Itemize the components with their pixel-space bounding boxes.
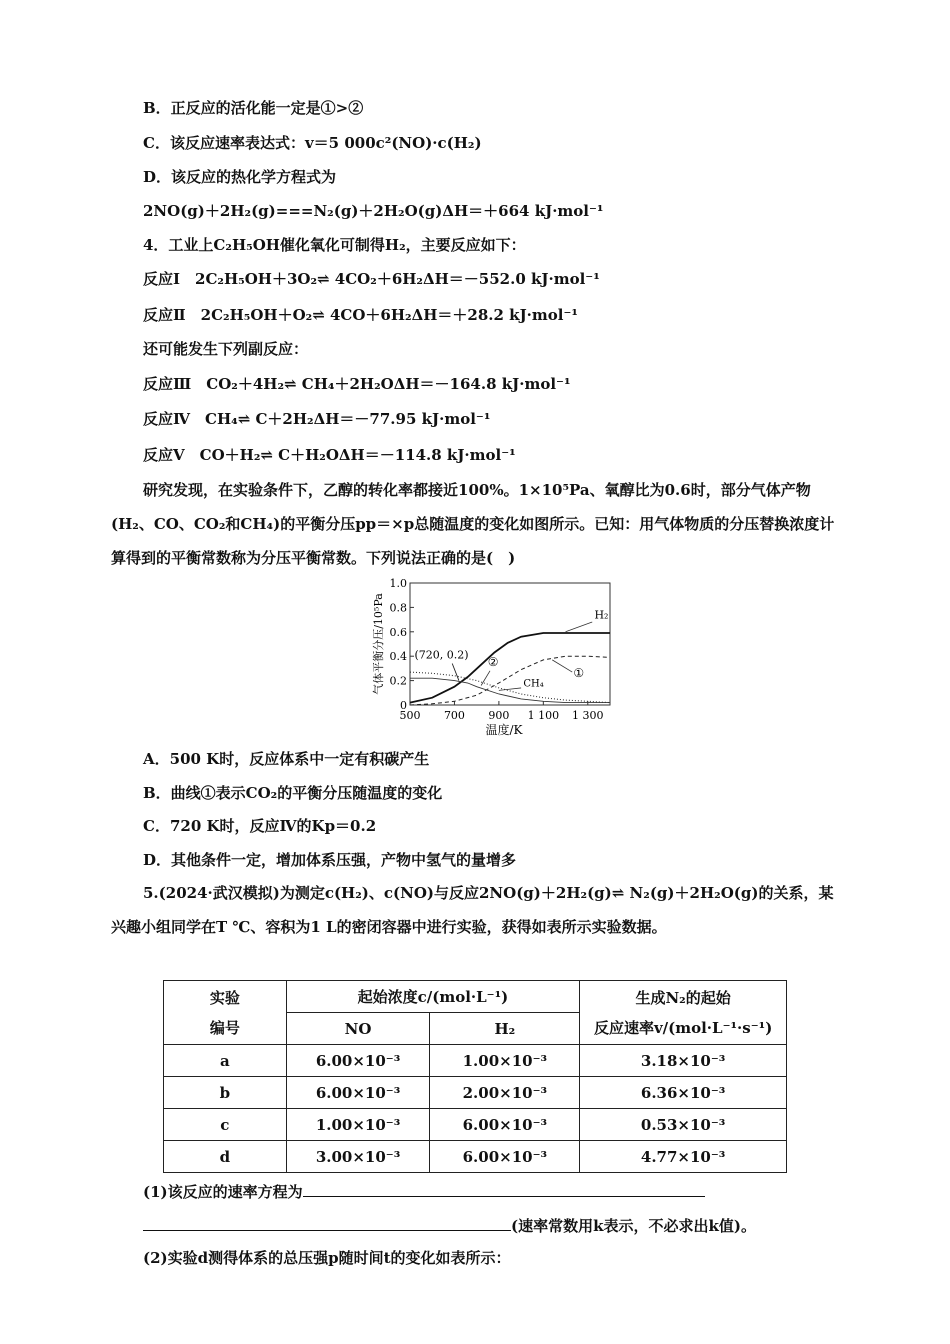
reaction-2: 反应Ⅱ 2C₂H₅OH＋O₂⇌ 4CO＋6H₂ΔH＝＋28.2 kJ·mol⁻¹ (143, 306, 578, 324)
x-tick-label: 900 (488, 709, 510, 722)
cell-h2: 6.00×10⁻³ (430, 1109, 580, 1141)
table-row (164, 1077, 787, 1109)
cell-h2: 1.00×10⁻³ (430, 1045, 580, 1077)
question-4: 4．工业上C₂H₅OH催化氧化可制得H₂，主要反应如下： (143, 236, 526, 254)
option-d-prev: D．该反应的热化学方程式为 (143, 168, 337, 186)
header-exp-line2: 编号 (209, 1018, 240, 1037)
series-label-1: ① (573, 665, 585, 680)
partial-pressure-chart (370, 578, 620, 740)
cell-no: 6.00×10⁻³ (286, 1045, 430, 1077)
header-rate-line2: 反应速率v/(mol·L⁻¹·s⁻¹) (593, 1018, 773, 1037)
reaction-3: 反应Ⅲ CO₂＋4H₂⇌ CH₄＋2H₂OΔH＝－164.8 kJ·mol⁻¹ (143, 375, 571, 393)
leader-line (481, 671, 490, 686)
cell-rate: 4.77×10⁻³ (580, 1141, 787, 1173)
y-tick-label: 0.8 (389, 601, 407, 615)
research-paragraph: 研究发现，在实验条件下，乙醇的转化率都接近100%。1×10⁵Pa、氧醇比为0.6时，部分气体产物(H₂、CO、CO₂和CH₄)的平衡分压pp＝×p总随温度的变化如图所示。已知：用气体物质的分压替换浓度计算得到的平衡常数称为分压平衡常数。下列说法正确的是( ) (111, 481, 835, 567)
header-rate-line1: 生成N₂的起始 (635, 988, 731, 1007)
series-label-h2: H₂ (594, 608, 609, 622)
x-tick-label: 700 (443, 709, 465, 722)
y-axis-label: 气体平衡分压/10⁵Pa (372, 593, 385, 695)
cell-h2: 2.00×10⁻³ (430, 1077, 580, 1109)
answer-blank-1[interactable] (303, 1180, 705, 1197)
header-exp (164, 981, 287, 1045)
chart-svg (370, 578, 620, 740)
plot-frame (410, 583, 610, 705)
table-row (164, 1109, 787, 1141)
cell-no: 1.00×10⁻³ (286, 1109, 430, 1141)
option-b-prev: B．正反应的活化能一定是①>② (143, 99, 364, 117)
row-id: a (164, 1045, 287, 1077)
sub1-note: (速率常数用k表示，不必求出k值)。 (511, 1217, 756, 1235)
leader-line (566, 622, 593, 632)
option-c: C．720 K时，反应Ⅳ的Kp＝0.2 (143, 817, 377, 835)
y-tick-label: 0.6 (389, 625, 407, 639)
cell-h2: 6.00×10⁻³ (430, 1141, 580, 1173)
experiment-table (163, 980, 787, 1173)
y-tick-label: 0.4 (389, 650, 407, 664)
series-label-2: ② (487, 654, 499, 669)
sub1-text: (1)该反应的速率方程为 (143, 1183, 303, 1201)
row-id: d (164, 1141, 287, 1173)
option-a: A．500 K时，反应体系中一定有积碳产生 (143, 750, 430, 768)
series-label-ch4: CH₄ (523, 678, 544, 690)
x-axis-label: 温度/K (485, 723, 523, 737)
y-tick-label: 0.2 (389, 674, 407, 688)
series-line (410, 656, 610, 705)
x-tick-label: 1 300 (572, 709, 604, 722)
answer-blank-2[interactable] (143, 1214, 511, 1231)
x-tick-label: 1 100 (527, 709, 560, 722)
cell-rate: 6.36×10⁻³ (580, 1077, 787, 1109)
table-row (164, 1141, 787, 1173)
cell-rate: 0.53×10⁻³ (580, 1109, 787, 1141)
header-rate (580, 981, 787, 1045)
reaction-5: 反应Ⅴ CO＋H₂⇌ C＋H₂OΔH＝－114.8 kJ·mol⁻¹ (143, 446, 516, 464)
side-reactions-label: 还可能发生下列副反应： (143, 340, 309, 358)
header-no: NO (286, 1013, 430, 1045)
row-id: c (164, 1109, 287, 1141)
reaction-1: 反应Ⅰ 2C₂H₅OH＋3O₂⇌ 4CO₂＋6H₂ΔH＝－552.0 kJ·mol⁻¹ (143, 270, 600, 288)
option-c-prev: C．该反应速率表达式：v＝5 000c²(NO)·c(H₂) (143, 134, 482, 152)
option-b: B．曲线①表示CO₂的平衡分压随温度的变化 (143, 784, 443, 802)
cell-no: 3.00×10⁻³ (286, 1141, 430, 1173)
cell-rate: 3.18×10⁻³ (580, 1045, 787, 1077)
annotation-label: (720, 0.2) (414, 648, 469, 662)
equation-line: 2NO(g)＋2H₂(g)===N₂(g)＋2H₂O(g)ΔH＝＋664 kJ·mol⁻¹ (143, 202, 604, 220)
sub-question-1-cont (143, 1214, 756, 1236)
sub-question-1 (143, 1180, 705, 1202)
sub-question-2: (2)实验d测得体系的总压强p随时间t的变化如表所示： (143, 1249, 511, 1267)
annotation-arrow (452, 664, 459, 681)
x-tick-label: 500 (399, 709, 421, 722)
leader-line (552, 660, 572, 672)
header-exp-line1: 实验 (209, 988, 240, 1007)
header-h2: H₂ (430, 1013, 580, 1045)
table-row (164, 1045, 787, 1077)
leader-line (499, 688, 521, 690)
reaction-4: 反应Ⅳ CH₄⇌ C＋2H₂ΔH＝－77.95 kJ·mol⁻¹ (143, 410, 491, 428)
question-5: 5.(2024·武汉模拟)为测定c(H₂)、c(NO)与反应2NO(g)＋2H₂(g)⇌ N₂(g)＋2H₂O(g)的关系，某兴趣小组同学在T ℃、容积为1 L的密闭容器中进行实验，获得如表所示实验数据。 (111, 884, 834, 936)
row-id: b (164, 1077, 287, 1109)
cell-no: 6.00×10⁻³ (286, 1077, 430, 1109)
option-d: D．其他条件一定，增加体系压强，产物中氢气的量增多 (143, 851, 517, 869)
y-tick-label: 0 (400, 699, 407, 712)
y-tick-label: 1.0 (389, 578, 407, 590)
header-conc: 起始浓度c/(mol·L⁻¹) (286, 981, 580, 1013)
